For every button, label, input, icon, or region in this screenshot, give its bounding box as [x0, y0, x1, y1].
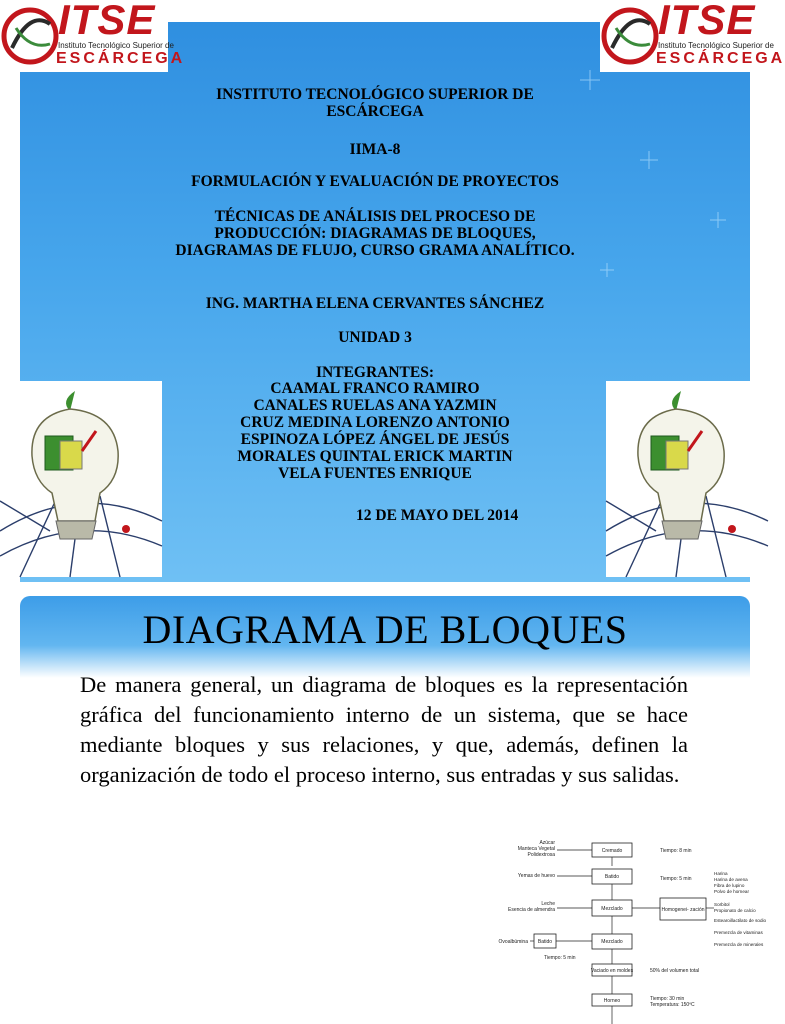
- diagram-note: Tiempo: 5 min: [544, 955, 576, 961]
- members-list: [170, 380, 580, 482]
- teacher-name: ING. MARTHA ELENA CERVANTES SÁNCHEZ: [205, 295, 545, 312]
- members-label: INTEGRANTES:: [316, 364, 434, 381]
- lightbulb-emblem-icon: [606, 381, 768, 577]
- diagram-block: Mezclado: [601, 906, 623, 912]
- diagram-input: Manteca Vegetal: [517, 846, 555, 852]
- itse-emblem-icon: [600, 0, 660, 72]
- logo-name: ITSE: [58, 0, 156, 43]
- subject-name: FORMULACIÓN Y EVALUACIÓN DE PROYECTOS: [191, 173, 559, 190]
- diagram-input: Azúcar: [539, 840, 555, 846]
- slide-body-text: De manera general, un diagrama de bloques es la representación gráfica del funcionamiento interno de un sistema, que se hace mediante bloques y sus relaciones, y que, además, definen la organización de todo el proceso interno, sus entradas y sus salidas.: [80, 672, 688, 787]
- member-name: CAAMAL FRANCO RAMIRO: [270, 380, 480, 397]
- logo-subtitle: Instituto Tecnológico Superior de: [658, 41, 774, 50]
- lightbulb-emblem-right: [606, 381, 768, 577]
- diagram-block: Homogenei- zación: [661, 907, 705, 913]
- diagram-note: Tiempo: 5 min: [660, 876, 692, 882]
- diagram-input: Leche: [541, 901, 555, 907]
- diagram-additive: Polvo de hornear: [714, 889, 749, 894]
- diagram-block: Batido: [537, 939, 553, 945]
- lightbulb-emblem-icon: [0, 381, 162, 577]
- block-diagram-slide: [0, 594, 768, 1024]
- diagram-block: Vaciado en moldes: [590, 968, 634, 974]
- group-code: IIMA-8: [349, 141, 401, 158]
- diagram-additive: Estearoillactilato de sodio: [714, 918, 767, 923]
- diagram-input: Polidextrosa: [527, 852, 555, 858]
- diagram-input: Esencia de almendra: [508, 907, 555, 913]
- itse-logo-left: [0, 0, 186, 72]
- block-diagram-figure: [500, 834, 768, 1024]
- logo-subtitle: Instituto Tecnológico Superior de: [58, 41, 174, 50]
- diagram-block: Mezclado: [601, 939, 623, 945]
- diagram-additive: Fibra de lupino: [714, 883, 745, 888]
- diagram-additive: Premezcla de minerales: [714, 942, 764, 947]
- diagram-input: Yemas de huevo: [517, 873, 555, 879]
- diagram-additive: Harina: [714, 871, 728, 876]
- diagram-note: Temperatura: 150ºC: [650, 1002, 695, 1008]
- sparkle-decoration: [560, 40, 750, 340]
- member-name: CANALES RUELAS ANA YAZMIN: [253, 397, 497, 414]
- member-name: MORALES QUINTAL ERICK MARTIN: [237, 448, 513, 465]
- diagram-additive: Propionato de calcio: [714, 908, 756, 913]
- member-name: CRUZ MEDINA LORENZO ANTONIO: [240, 414, 510, 431]
- itse-emblem-icon: [0, 0, 60, 72]
- diagram-note: 50% del volumen total: [650, 968, 700, 974]
- diagram-block: Horneo: [603, 998, 621, 1004]
- slide-title: DIAGRAMA DE BLOQUES: [142, 607, 628, 652]
- institution-name: INSTITUTO TECNOLÓGICO SUPERIOR DE ESCÁRCEGA: [216, 86, 534, 120]
- lightbulb-emblem-left: [0, 381, 162, 577]
- diagram-note: Tiempo: 30 min: [650, 996, 685, 1002]
- logo-city: ESCÁRCEGA: [56, 50, 186, 67]
- diagram-additive: Harina de avena: [714, 877, 748, 882]
- diagram-note: Tiempo: 8 min: [660, 848, 692, 854]
- member-name: VELA FUENTES ENRIQUE: [278, 465, 472, 482]
- diagram-block: Batido: [604, 874, 620, 880]
- member-name: ESPINOZA LÓPEZ ÁNGEL DE JESÚS: [240, 431, 510, 448]
- logo-name: ITSE: [658, 0, 756, 43]
- diagram-additive: Premezcla de vitaminas: [714, 930, 763, 935]
- diagram-block: Cremado: [601, 848, 623, 854]
- diagram-additive: Sorbitol: [714, 902, 730, 907]
- itse-logo-right: [600, 0, 785, 72]
- presentation-date: 12 DE MAYO DEL 2014: [356, 507, 519, 524]
- diagram-input: Ovoalbúmina: [498, 939, 528, 945]
- logo-city: ESCÁRCEGA: [656, 50, 785, 67]
- topic-title: TÉCNICAS DE ANÁLISIS DEL PROCESO DE PRODUCCIÓN: DIAGRAMAS DE BLOQUES, DIAGRAMAS DE FLUJO, CURSO GRAMA ANALÍTICO.: [175, 208, 575, 259]
- unit-label: UNIDAD 3: [338, 329, 412, 346]
